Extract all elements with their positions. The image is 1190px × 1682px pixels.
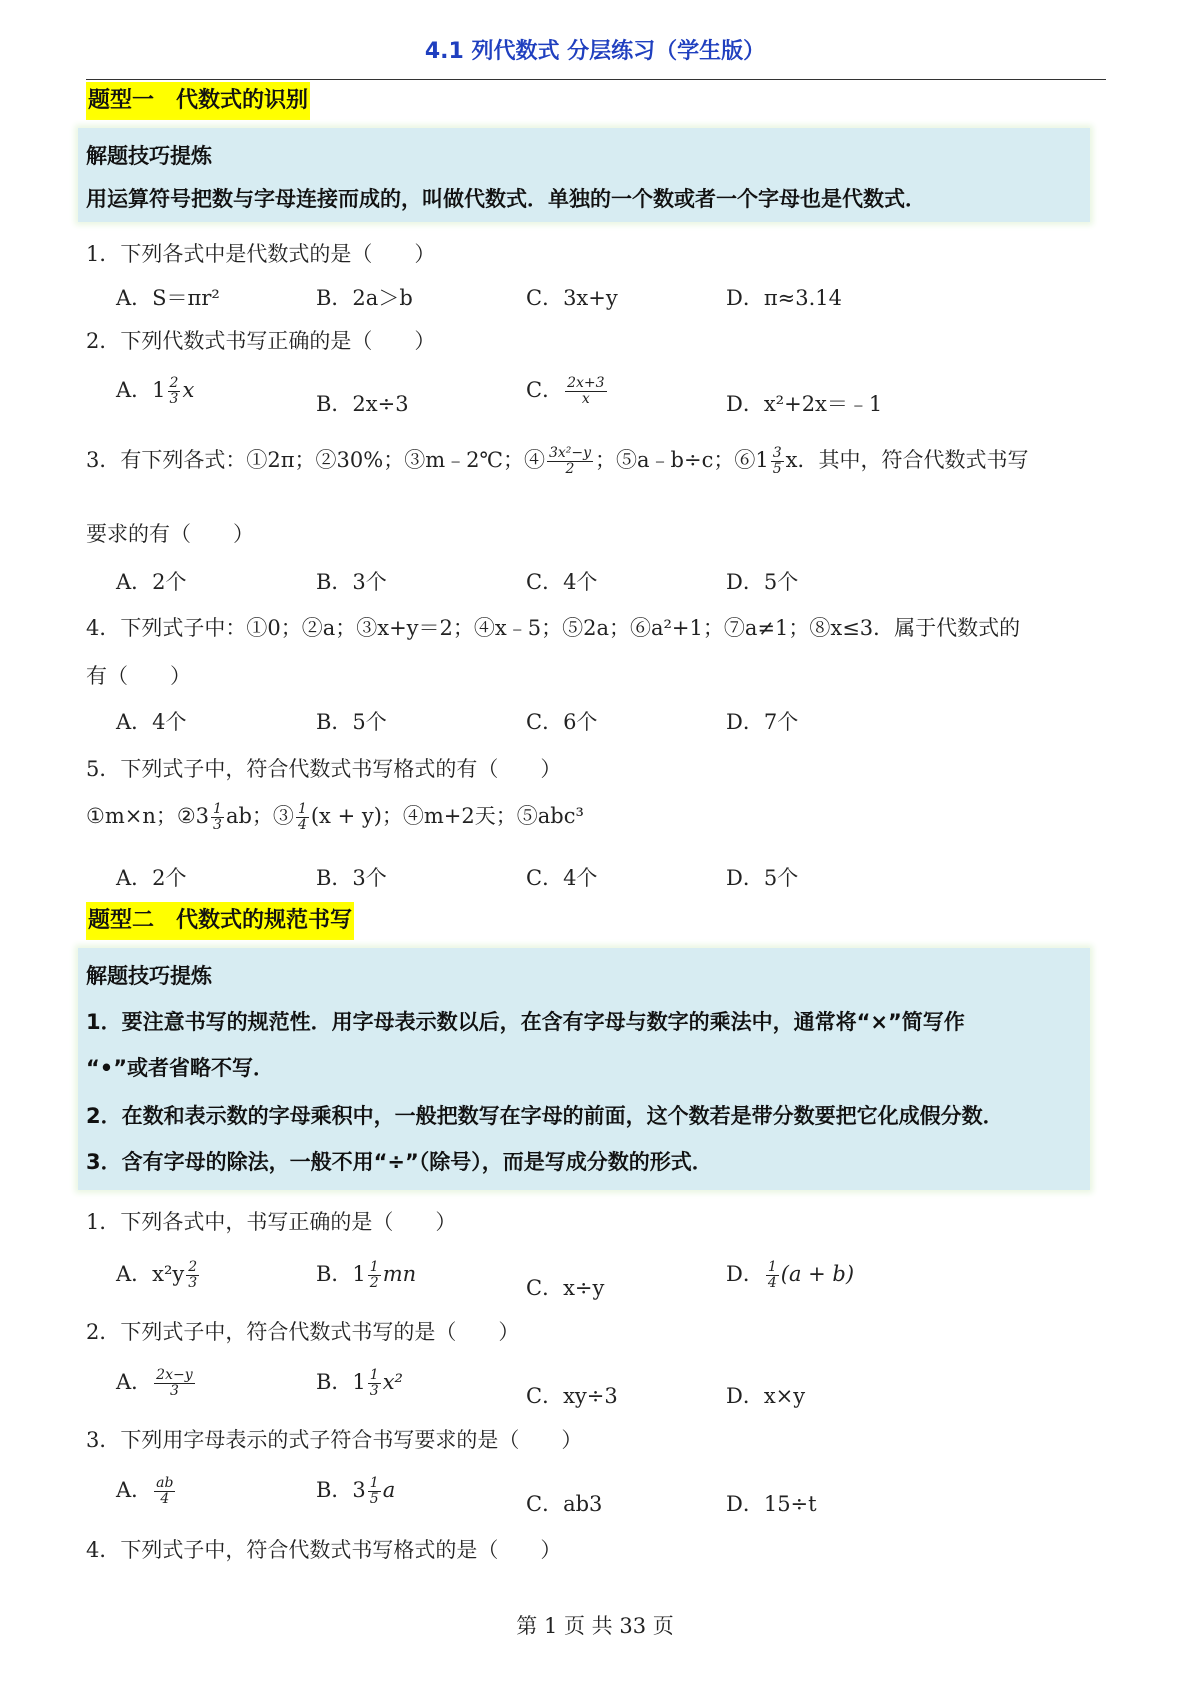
question-1-3-stem bbox=[86, 444, 1028, 477]
fraction bbox=[168, 376, 181, 408]
fraction bbox=[771, 446, 784, 478]
title-divider bbox=[86, 79, 1106, 80]
section-1-title: 题型一 代数式的识别 bbox=[86, 82, 310, 120]
page-title: 4.1 列代数式 分层练习（学生版） bbox=[424, 39, 766, 64]
option-c: C．4个 bbox=[526, 866, 598, 890]
option-b bbox=[316, 1258, 416, 1291]
option-label: B．3 bbox=[316, 1478, 366, 1502]
math-tail: a bbox=[382, 1478, 396, 1502]
option-label: B．1 bbox=[316, 1370, 366, 1394]
fraction bbox=[547, 446, 593, 478]
option-d: D．15÷t bbox=[726, 1492, 817, 1516]
tip-line: 2．在数和表示数的字母乘积中，一般把数写在字母的前面，这个数若是带分数要把它化成假分数． bbox=[86, 1104, 1004, 1128]
fraction bbox=[154, 1368, 194, 1400]
option-d bbox=[726, 1258, 854, 1291]
option-c: C．3x+y bbox=[526, 286, 618, 310]
option-label: C． bbox=[526, 378, 564, 402]
question-2-1-stem: 1．下列各式中，书写正确的是（ ） bbox=[86, 1210, 457, 1234]
option-label: A． bbox=[116, 1370, 153, 1394]
option-a bbox=[116, 1474, 177, 1507]
question-2-4-stem: 4．下列式子中，符合代数式书写格式的是（ ） bbox=[86, 1538, 562, 1562]
fraction-numerator: 2 bbox=[169, 374, 179, 391]
tip-line: “•”或者省略不写． bbox=[86, 1056, 275, 1080]
fraction-denominator: 5 bbox=[772, 461, 782, 477]
option-b: B．3个 bbox=[316, 570, 387, 594]
option-d: D．x×y bbox=[726, 1384, 806, 1408]
fraction-denominator: 3 bbox=[369, 1383, 379, 1399]
question-1-1-stem: 1．下列各式中是代数式的是（ ） bbox=[86, 242, 436, 266]
option-label: A．x²y bbox=[116, 1262, 185, 1286]
fraction-numerator: 1 bbox=[297, 800, 307, 817]
option-d: D．5个 bbox=[726, 570, 799, 594]
option-a: A．2个 bbox=[116, 866, 187, 890]
section-1-tip-box bbox=[78, 128, 1090, 222]
stem-text: 3．有下列各式：①2π；②30%；③m﹣2℃；④ bbox=[86, 448, 545, 472]
fraction-denominator: 4 bbox=[297, 817, 307, 833]
question-1-5-stem: 5．下列式子中，符合代数式书写格式的有（ ） bbox=[86, 757, 562, 781]
stem-text: ①m×n；②3 bbox=[86, 804, 210, 828]
option-c: C．4个 bbox=[526, 570, 598, 594]
math-tail: x² bbox=[382, 1370, 403, 1394]
fraction-numerator: 2 bbox=[188, 1258, 198, 1275]
question-1-3-stem-cont: 要求的有（ ） bbox=[86, 522, 254, 546]
question-2-2-stem: 2．下列式子中，符合代数式书写的是（ ） bbox=[86, 1320, 520, 1344]
option-label: A．1 bbox=[116, 378, 166, 402]
fraction-numerator: 2x−y bbox=[156, 1366, 193, 1383]
option-a bbox=[116, 374, 194, 407]
fraction bbox=[368, 1260, 381, 1292]
page-footer: 第 1 页 共 33 页 bbox=[516, 1614, 674, 1638]
fraction bbox=[565, 376, 606, 408]
fraction bbox=[296, 802, 309, 834]
option-c: C．x÷y bbox=[526, 1276, 605, 1300]
fraction bbox=[368, 1476, 381, 1508]
tip-heading: 解题技巧提炼 bbox=[86, 964, 212, 988]
option-label: D． bbox=[726, 1262, 764, 1286]
question-2-3-stem: 3．下列用字母表示的式子符合书写要求的是（ ） bbox=[86, 1428, 583, 1452]
question-1-2-stem: 2．下列代数式书写正确的是（ ） bbox=[86, 329, 436, 353]
question-1-4-stem-cont: 有（ ） bbox=[86, 664, 191, 688]
fraction-denominator: 3 bbox=[169, 1383, 179, 1399]
option-c bbox=[526, 374, 609, 407]
fraction-denominator: 4 bbox=[160, 1491, 170, 1507]
stem-text: ab；③ bbox=[225, 804, 294, 828]
fraction bbox=[766, 1260, 779, 1292]
stem-text: ；⑤a﹣b÷c；⑥1 bbox=[595, 448, 769, 472]
tip-line: 3．含有字母的除法，一般不用“÷”（除号），而是写成分数的形式． bbox=[86, 1150, 713, 1174]
fraction-numerator: 3 bbox=[772, 444, 782, 461]
fraction-numerator: ab bbox=[156, 1474, 174, 1491]
fraction-numerator: 2x+3 bbox=[567, 374, 605, 391]
section-2-tip-box bbox=[78, 948, 1090, 1190]
fraction-denominator: 5 bbox=[369, 1491, 379, 1507]
option-b: B．3个 bbox=[316, 866, 387, 890]
option-c: C．xy÷3 bbox=[526, 1384, 618, 1408]
fraction-numerator: 1 bbox=[369, 1474, 379, 1491]
math-tail: x bbox=[182, 378, 195, 402]
question-1-5-items bbox=[86, 800, 584, 833]
fraction-numerator: 1 bbox=[369, 1258, 379, 1275]
option-label: A． bbox=[116, 1478, 153, 1502]
stem-text: x．其中，符合代数式书写 bbox=[785, 448, 1029, 472]
tip-heading: 解题技巧提炼 bbox=[86, 144, 212, 168]
stem-text: (x + y)；④m+2天；⑤abc³ bbox=[310, 804, 584, 828]
option-c: C．6个 bbox=[526, 710, 598, 734]
option-b bbox=[316, 1474, 395, 1507]
option-b bbox=[316, 1366, 403, 1399]
option-b: B．2a＞b bbox=[316, 286, 413, 310]
fraction-denominator: x bbox=[581, 391, 590, 407]
fraction-denominator: 3 bbox=[169, 391, 179, 407]
fraction-denominator: 2 bbox=[369, 1275, 379, 1291]
fraction bbox=[368, 1368, 381, 1400]
math-tail: mn bbox=[382, 1262, 417, 1286]
option-label: B．1 bbox=[316, 1262, 366, 1286]
fraction-numerator: 1 bbox=[767, 1258, 777, 1275]
option-a bbox=[116, 1258, 201, 1291]
option-a bbox=[116, 1366, 197, 1399]
option-c: C．ab3 bbox=[526, 1492, 603, 1516]
fraction-numerator: 1 bbox=[213, 800, 222, 817]
section-2-title: 题型二 代数式的规范书写 bbox=[86, 902, 354, 940]
fraction bbox=[154, 1476, 175, 1508]
fraction bbox=[186, 1260, 199, 1292]
fraction bbox=[211, 802, 224, 834]
fraction-numerator: 1 bbox=[369, 1366, 379, 1383]
option-a: A．2个 bbox=[116, 570, 187, 594]
option-d: D．5个 bbox=[726, 866, 799, 890]
option-d: D．x²+2x＝﹣1 bbox=[726, 392, 883, 416]
question-1-4-stem: 4．下列式子中：①0；②a；③x+y＝2；④x﹣5；⑤2a；⑥a²+1；⑦a≠1；⑧x≤3．属于代数式的 bbox=[86, 616, 1021, 640]
fraction-denominator: 3 bbox=[213, 817, 222, 833]
fraction-denominator: 4 bbox=[767, 1275, 777, 1291]
tip-line: 用运算符号把数与字母连接而成的，叫做代数式．单独的一个数或者一个字母也是代数式． bbox=[86, 187, 926, 211]
fraction-numerator: 3x²−y bbox=[548, 444, 592, 461]
tip-line: 1．要注意书写的规范性．用字母表示数以后，在含有字母与数字的乘法中，通常将“×”简写作 bbox=[86, 1010, 965, 1034]
fraction-denominator: 2 bbox=[565, 461, 575, 477]
option-d: D．7个 bbox=[726, 710, 799, 734]
option-a: A．4个 bbox=[116, 710, 187, 734]
math-tail: (a + b) bbox=[780, 1262, 855, 1286]
option-a: A．S＝πr² bbox=[116, 286, 220, 310]
option-d: D．π≈3.14 bbox=[726, 286, 842, 310]
fraction-denominator: 3 bbox=[188, 1275, 198, 1291]
option-b: B．5个 bbox=[316, 710, 387, 734]
option-b: B．2x÷3 bbox=[316, 392, 409, 416]
